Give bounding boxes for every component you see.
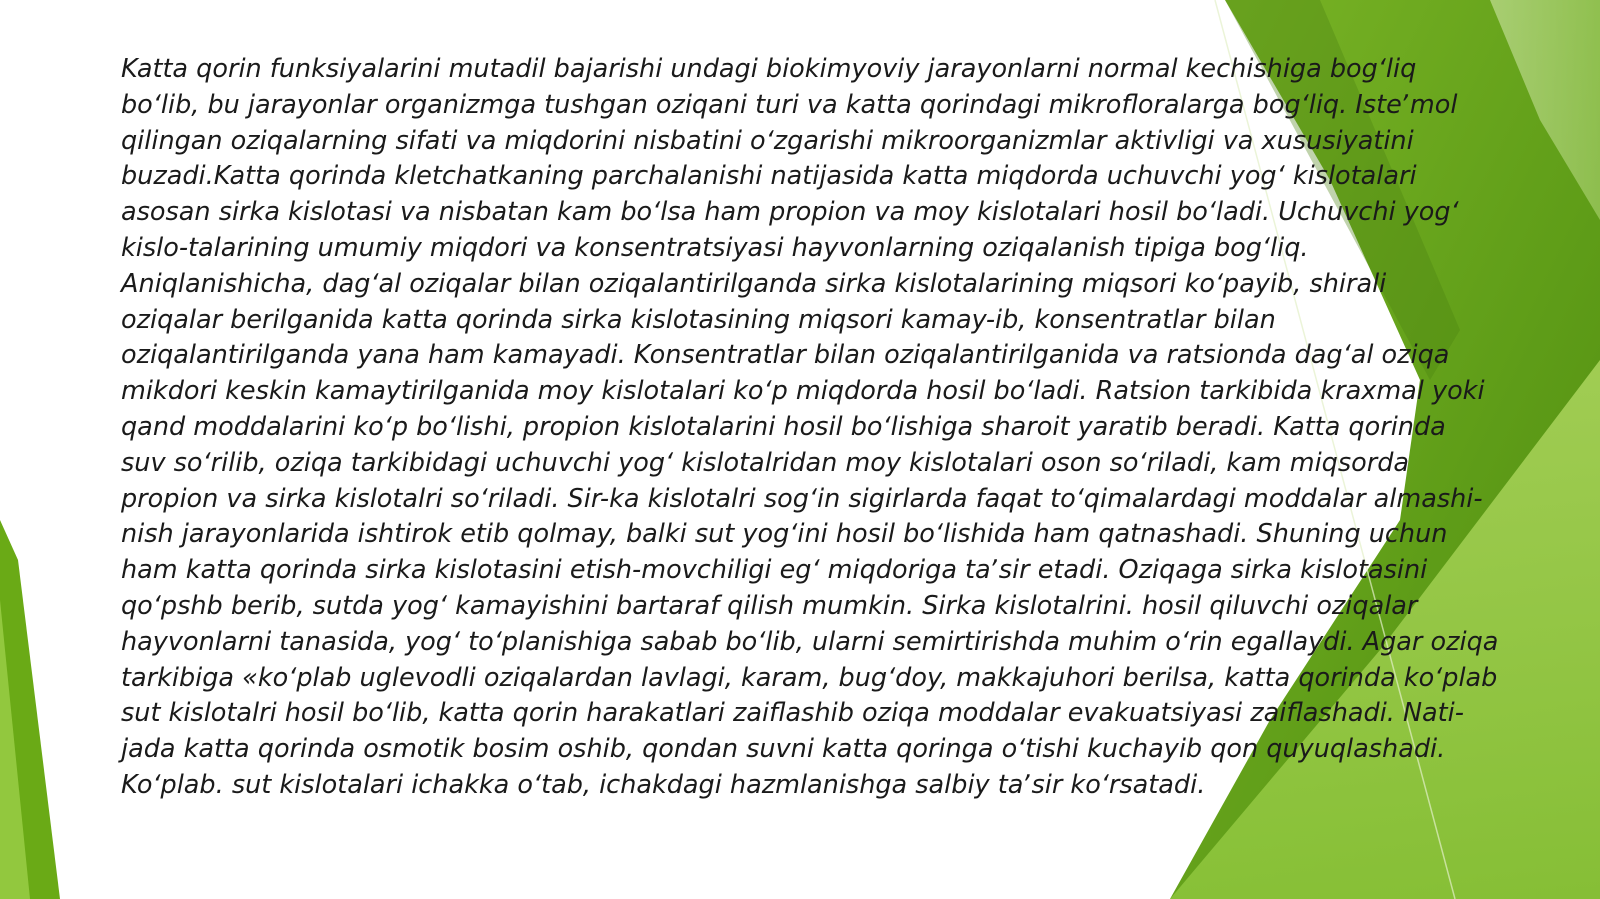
body-paragraph: Katta qorin funksiyalarini mutadil bajarishi undagi biokimyoviy jarayonlarni normal kechishiga bogʻliq boʻlib, bu jarayonlar organizmga tushgan oziqani turi va katta qorindagi mikrofloralarga bogʻliq. Isteʼmol qilingan oziqalarning sifati va miqdorini nisbatini oʻzgarishi mikroorganizmlar aktivligi va xususiyatini buzadi.Katta qorinda kletchatkaning parchalanishi natijasida katta miqdorda uchuvchi yogʻ kislotalari asosan sirka kislotasi va nisbatan kam boʻlsa ham propion va moy kislotalari hosil boʻladi. Uchuvchi yogʻ kislo-talarining umumiy miqdori va konsentratsiyasi hayvonlarning oziqalanish tipiga bogʻliq. Aniqlanishicha, dagʻal oziqalar bilan oziqalantirilganda sirka kislotalarining miqsori koʻpayib, shirali oziqalar berilganida katta qorinda sirka kislotasining miqsori kamay-ib, konsentratlar bilan oziqalantirilganda yana ham kamayadi. Konsentratlar bilan oziqalantirilganida va ratsionda dagʻal oziqa mikdori keskin kamaytirilganida moy kislotalari koʻp miqdorda hosil boʻladi. Ratsion tarkibida kraxmal yoki qand moddalarini koʻp boʻlishi, propion kislotalarini hosil boʻlishiga sharoit yaratib beradi. Katta qorinda suv soʻrilib, oziqa tarkibidagi uchuvchi yogʻ kislotalridan moy kislotalari oson soʻriladi, kam miqsorda propion va sirka kislotalri soʻriladi. Sir-ka kislotalri sogʻin sigirlarda faqat toʻqimalardagi moddalar almashi- nish jarayonlarida ishtirok etib qolmay, balki sut yogʻini hosil boʻlishida ham qatnashadi. Shuning uchun ham katta qorinda sirka kislotasini etish-movchiligi egʻ miqdoriga taʼsir etadi. Oziqaga sirka kislotasini qoʻpshb berib, sutda yogʻ kamayishini bartaraf qilish mumkin. Sirka kislotalrini. hosil qiluvchi oziqalar hayvonlarni tanasida, yogʻ toʻplanishiga sabab boʻlib, ularni semirtirishda muhim oʻrin egallaydi. Agar oziqa tarkibiga «koʻplab uglevodli oziqalardan lavlagi, karam, bugʻdoy, makkajuhori berilsa, katta qorinda koʻplab sut kislotalri hosil boʻlib, katta qorin harakatlari zaiflashib oziqa moddalar evakuatsiyasi zaiflashadi. Nati- jada katta qorinda osmotik bosim oshib, qondan suvni katta qoringa oʻtishi kuchayib qon quyuqlashadi. Koʻplab. sut kislotalari ichakka oʻtab, ichakdagi hazmlanishga salbiy taʼsir koʻrsatadi. — [121, 54, 1499, 800]
